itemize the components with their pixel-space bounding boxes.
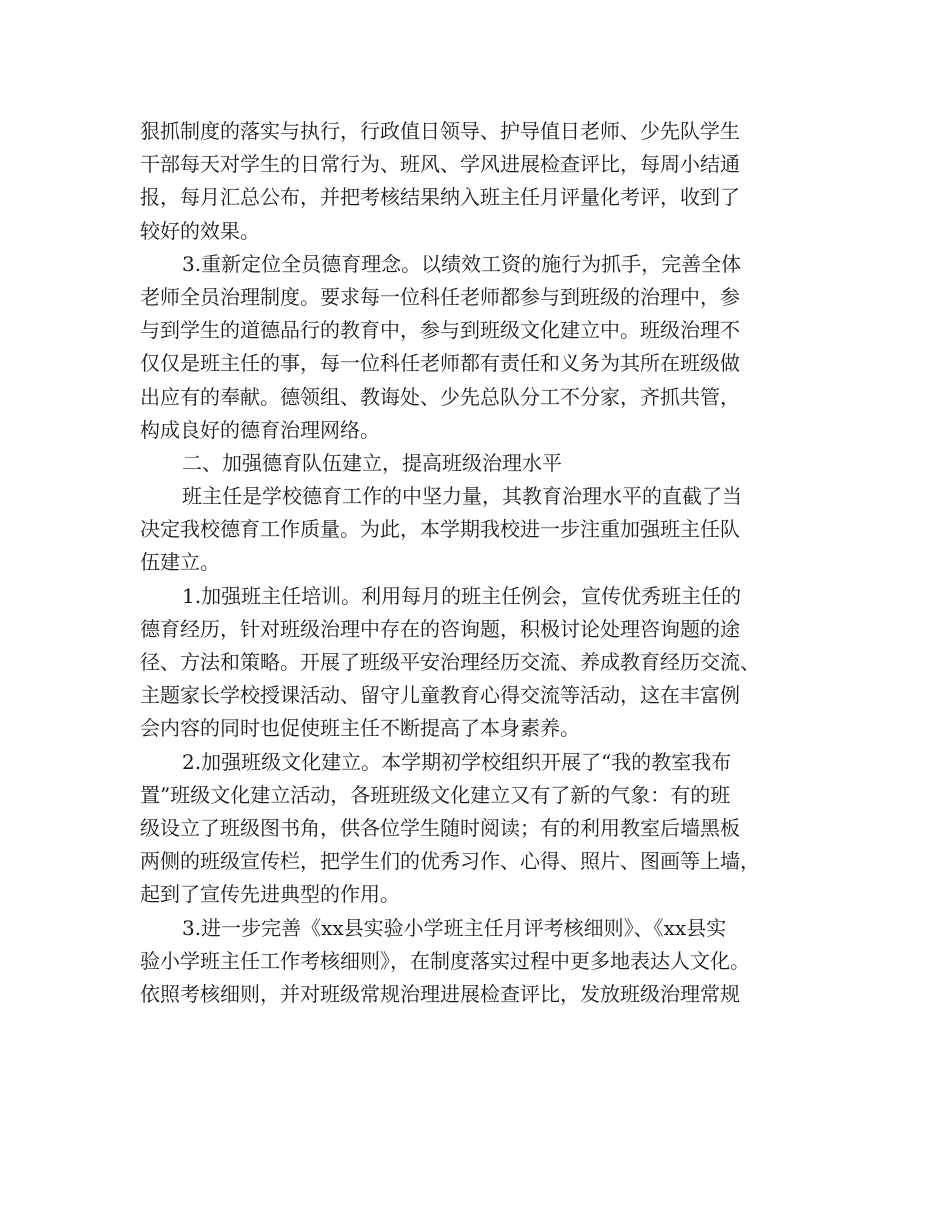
- text-line: 两侧的班级宣传栏，把学生们的优秀习作、心得、照片、图画等上墙，: [140, 849, 760, 874]
- text-line: 依照考核细则，并对班级常规治理进展检查评比，发放班级治理常规: [140, 981, 740, 1006]
- text-line: 干部每天对学生的日常行为、班风、学风进展检查评比，每周小结通: [140, 152, 740, 177]
- text-line: 1.加强班主任培训。利用每月的班主任例会，宣传优秀班主任的: [182, 583, 742, 608]
- text-line: 置”班级文化建立活动，各班班级文化建立又有了新的气象：有的班: [140, 782, 731, 807]
- document-body: [140, 115, 830, 1011]
- paragraph-p1: [140, 115, 830, 248]
- text-line: 3.进一步完善《xx县实验小学班主任月评考核细则》、《xx县实: [182, 915, 727, 940]
- paragraph-p5: [140, 580, 830, 746]
- paragraph-p2: [140, 248, 830, 447]
- text-line: 验小学班主任工作考核细则》，在制度落实过程中更多地表达人文化。: [140, 948, 750, 973]
- text-line: 级设立了班级图书角，供各位学生随时阅读；有的利用教室后墙黑板: [140, 815, 740, 840]
- text-line: 径、方法和策略。开展了班级平安治理经历交流、养成教育经历交流、: [140, 650, 760, 674]
- text-line: 与到学生的道德品行的教育中，参与到班级文化建立中。班级治理不: [140, 318, 740, 343]
- text-line: 决定我校德育工作质量。为此，本学期我校进一步注重加强班主任队: [140, 517, 740, 542]
- paragraph-p6: [140, 746, 830, 912]
- paragraph-p7: [140, 912, 830, 1012]
- paragraph-p3: [140, 447, 830, 480]
- text-line: 狠抓制度的落实与执行，行政值日领导、护导值日老师、少先队学生: [140, 119, 740, 143]
- text-line: 3.重新定位全员德育理念。以绩效工资的施行为抓手，完善全体: [182, 251, 742, 276]
- text-line: 报，每月汇总公布，并把考核结果纳入班主任月评量化考评，收到了: [140, 185, 740, 210]
- text-line: 老师全员治理制度。要求每一位科任老师都参与到班级的治理中，参: [140, 284, 740, 309]
- text-line: 起到了宣传先进典型的作用。: [140, 882, 400, 907]
- text-line: 班主任是学校德育工作的中坚力量，其教育治理水平的直截了当: [182, 484, 742, 509]
- text-line: 伍建立。: [140, 550, 220, 575]
- text-line: 仅仅是班主任的事，每一位科任老师都有责任和义务为其所在班级做: [140, 351, 740, 376]
- paragraph-p4: [140, 480, 830, 580]
- text-line: 主题家长学校授课活动、留守儿童教育心得交流等活动，这在丰富例: [140, 683, 740, 708]
- text-line: 2.加强班级文化建立。本学期初学校组织开展了“我的教室我布: [182, 749, 732, 774]
- text-line: 构成良好的德育治理网络。: [140, 417, 380, 442]
- text-line: 较好的效果。: [140, 218, 260, 243]
- text-line: 出应有的奉献。德领组、教诲处、少先总队分工不分家，齐抓共管，: [140, 384, 740, 409]
- text-line: 二、加强德育队伍建立，提高班级治理水平: [182, 450, 562, 475]
- text-line: 德育经历，针对班级治理中存在的咨询题，积极讨论处理咨询题的途: [140, 616, 740, 641]
- text-line: 会内容的同时也促使班主任不断提高了本身素养。: [140, 716, 580, 741]
